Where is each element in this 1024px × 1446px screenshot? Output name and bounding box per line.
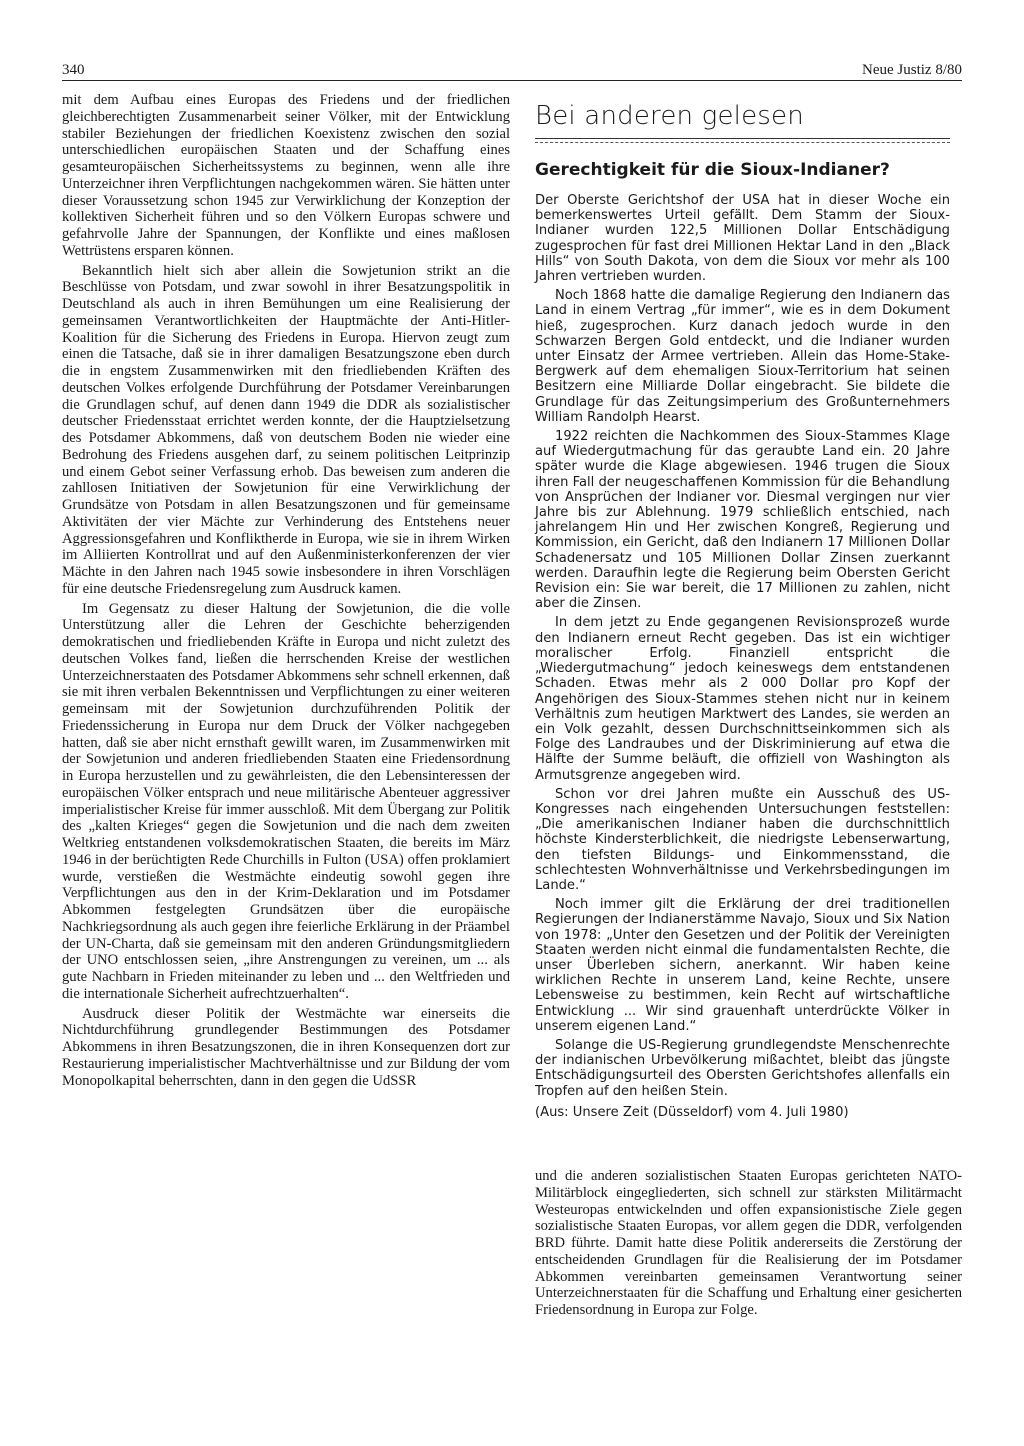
section-title: Bei anderen gelesen bbox=[535, 101, 804, 131]
sidebar-source: (Aus: Unsere Zeit (Düsseldorf) vom 4. Juli 1980) bbox=[535, 1104, 849, 1120]
sidebar-paragraph: In dem jetzt zu Ende gegangenen Revisionsprozeß wurde den Indianern erneut Recht gegeben. Das ist ein wichtiger moralischer Erfolg. Finanziell entspricht die „Wiedergutmachung“ jedoch keineswegs dem entstandenen Schaden. Etwas mehr als 2 000 Dollar pro Kopf der Angehörigen des Sioux-Stammes stehen nicht nur in keinem Verhältnis zum heutigen Marktwert des Landes, sie werden an ein Volk gezahlt, dessen Durchschnittseinkommen sich als Folge des Landraubes und der Diskriminierung auf etwa die Hälfte der Summe beläuft, die offiziell von Washington als Armutsgrenze angegeben wird. bbox=[535, 615, 950, 783]
sidebar-paragraph: Schon vor drei Jahren mußte ein Ausschuß des US-Kongresses nach eingehenden Untersuchungen feststellen: „Die amerikanischen Indianer haben die durchschnittlich höchste Kindersterblichkeit, die niedrigste Lebenserwartung, den tiefsten Bildungs- und Einkommensstand, die schlechtesten Wohnverhältnisse und Verkehrsbedingungen im Lande.“ bbox=[535, 786, 950, 893]
sidebar-paragraph: Noch immer gilt die Erklärung der drei traditionellen Regierungen der Indianerstämme Navajo, Sioux und Six Nation von 1978: „Unter den Gesetzen und der Politik der Vereinigten Staaten werden nicht einmal die fundamentalsten Rechte, die unser Überleben sichern, anerkannt. Wir haben keine wirklichen Rechte in unserem Land, keine Rechte, unsere Lebensweise zu bestimmen, kein Recht auf wirtschaftliche Entwicklung ... Wir sind grauenhaft unterdrückte Völker in unserem eigenen Land.“ bbox=[535, 897, 950, 1034]
main-article-column bbox=[62, 92, 510, 1089]
sidebar-paragraph: Der Oberste Gerichtshof der USA hat in dieser Woche ein bemerkenswertes Urteil gefällt. Dem Stamm der Sioux-Indianer wurden 122,5 Millionen Dollar Entschädigung zugesprochen für fast drei Millionen Hektar Land in den „Black Hills“ von South Dakota, von dem die Sioux vor mehr als 100 Jahren vertrieben wurden. bbox=[535, 193, 950, 285]
sidebar-box bbox=[535, 100, 950, 1120]
section-rule-dashed bbox=[535, 142, 950, 143]
sidebar-article-title: Gerechtigkeit für die Sioux-Indianer? bbox=[535, 160, 890, 180]
body-paragraph: mit dem Aufbau eines Europas des Friedens und der friedlichen gleichberechtigten Zusammenarbeit seiner Völker, mit der Entwicklung stabiler Beziehungen der friedlichen Koexistenz zwischen den sozial unterschiedlichen europäischen Staaten und der Schaffung eines gesamteuropäischen Sicherheitssystems zu beginnen, wenn alle ihre Unterzeichner ihren Verpflichtungen nachgekommen wären. Sie hätten unter dieser Voraussetzung schon 1945 zur Verwirklichung der Konzeption der kollektiven Sicherheit führen und so den Völkern Europas schwere und gefahrvolle Jahre der Spannungen, der Konflikte und eines maßlosen Wettrüstens ersparen können. bbox=[62, 92, 510, 259]
body-paragraph: und die anderen sozialistischen Staaten Europas gerichteten NATO-Militärblock eingegliederten, sich schnell zur stärksten Militärmacht Westeuropas entwickelnden und offen expansionistische Ziele gegen sozialistische Staaten Europas, vor allem gegen die DDR, verfolgenden BRD führte. Damit hatte diese Politik andererseits die Zerstörung der entscheidenden Grundlagen für die Realisierung der im Potsdamer Abkommen vereinbarten gemeinsamen Verantwortung seiner Unterzeichnerstaaten für die Schaffung und Erhaltung einer gesicherten Friedensordnung in Europa zur Folge. bbox=[535, 1168, 962, 1318]
header-rule bbox=[62, 80, 962, 81]
page-number: 340 bbox=[62, 62, 85, 78]
sidebar-paragraph: Solange die US-Regierung grundlegendste Menschenrechte der indianischen Urbevölkerung mißachtet, bleibt das jüngste Entschädigungsurteil des Obersten Gerichtshofes allenfalls ein Tropfen auf den heißen Stein. bbox=[535, 1037, 950, 1099]
body-paragraph: Bekanntlich hielt sich aber allein die Sowjetunion strikt an die Beschlüsse von Potsdam, und zwar sowohl in ihrer Besatzungspolitik in Deutschland als auch in ihren Bemühungen um eine Realisierung der gemeinsamen Verantwortlichkeiten der Hauptmächte der Anti-Hitler-Koalition für die Sicherung des Friedens in Europa. Hiervon zeugt zum einen die Tatsache, daß sie in ihrer damaligen Besatzungszone eben durch die in engstem Zusammenwirken mit den friedliebenden Kräften des deutschen Volkes erfolgende Durchführung der Potsdamer Vereinbarungen die Grundlagen schuf, auf denen dann 1949 die DDR als sozialistischer deutscher Friedensstaat errichtet werden konnte, der die Hauptzielsetzung des Potsdamer Abkommens, daß von deutschem Boden nie wieder eine Bedrohung des Friedens ausgehen darf, zu seinem politischen Leitprinzip und einem Gebot seiner Verfassung erhob. Das beweisen zum anderen die zahllosen Initiativen der Sowjetunion für eine Verwirklichung der Grundsätze von Potsdam in allen Besatzungszonen und für gemeinsame Aktivitäten der vier Mächte zur Verhinderung des Entstehens neuer Aggressionsgefahren und Konfliktherde in Europa, wie sie in ihrem Wirken im Alliierten Kontrollrat und auf den Außenministerkonferenzen der vier Mächte in den Jahren nach 1945 sowie insbesondere in ihren Vorschlägen für eine deutsche Friedensregelung zum Ausdruck kamen. bbox=[62, 262, 510, 597]
journal-issue: Neue Justiz 8/80 bbox=[862, 62, 962, 78]
body-paragraph: Ausdruck dieser Politik der Westmächte war einerseits die Nichtdurchführung grundlegender Bestimmungen des Potsdamer Abkommens in ihren Besatzungszonen, die in ihren Konsequenzen dort zur Restaurierung imperialistischer Machtverhältnisse und zur Bildung der vom Monopolkapital beherrschten, dann in den gegen die UdSSR bbox=[62, 1005, 510, 1089]
sidebar-article-body bbox=[535, 193, 950, 1120]
sidebar-paragraph: Noch 1868 hatte die damalige Regierung den Indianern das Land in einem Vertrag „für immer“, wie es in dem Dokument hieß, zugesprochen. Kurz danach jedoch wurde in den Schwarzen Bergen Gold entdeckt, und die Indianer wurden unter Einsatz der Armee vertrieben. Allein das Home-Stake-Bergwerk auf dem ehemaligen Sioux-Territorium hat seinen Besitzern eine Milliarde Dollar eingebracht. Sie bildete die Grundlage für das Zeitungsimperium des Großunternehmers William Randolph Hearst. bbox=[535, 288, 950, 425]
sidebar-paragraph: 1922 reichten die Nachkommen des Sioux-Stammes Klage auf Wiedergutmachung für das geraubte Land ein. 20 Jahre später wurde die Klage abgewiesen. 1946 trugen die Sioux ihren Fall der neugeschaffenen Kommission für die Behandlung von Ansprüchen der Indianer vor. Diesmal vergingen nur vier Jahre bis zur Ablehnung. 1979 schließlich entschied, nach jahrelangem Hin und Her zwischen Kongreß, Regierung und Kommission, ein Gericht, daß den Indianern 17 Millionen Dollar Schadenersatz und 105 Millionen Dollar Zinsen zuerkannt werden. Daraufhin legte die Regierung beim Obersten Gericht Revision ein: Sie war bereit, die 17 Millionen zu zahlen, nicht aber die Zinsen. bbox=[535, 429, 950, 612]
main-article-continuation bbox=[535, 1168, 962, 1319]
section-rule bbox=[535, 138, 950, 139]
body-paragraph: Im Gegensatz zu dieser Haltung der Sowjetunion, die die volle Unterstützung aller die Lehren der Geschichte beherzigenden demokratischen und friedliebenden Kräfte in Europa und nicht zuletzt des deutschen Volkes fand, ließen die herrschenden Kreise der westlichen Unterzeichnerstaaten des Potsdamer Abkommens sehr schnell erkennen, daß sie mit ihren verbalen Bekenntnissen und Verpflichtungen zu einer weiteren gemeinsam mit der Sowjetunion durchzuführenden Politik der Friedenssicherung in Europa nur dem Druck der Völker nachgegeben hatten, daß sie aber nicht ernsthaft gewillt waren, im Zusammenwirken mit der Sowjetunion und anderen friedliebenden Staaten eine Friedensordnung in Europa herzustellen und zu gewährleisten, die den Lebensinteressen der europäischen Völker entsprach und neue militärische Abenteuer aggressiver imperialistischer Kreise für immer ausschloß. Mit dem Übergang zur Politik des „kalten Krieges“ gegen die Sowjetunion und die nach dem zweiten Weltkrieg entstandenen volksdemokratischen Staaten, die bereits im März 1946 in der berüchtigten Rede Churchills in Fulton (USA) offen proklamiert wurde, verstießen die Westmächte eindeutig sowohl gegen ihre Verpflichtungen aus den in der Krim-Deklaration und im Potsdamer Abkommen festgelegten Grundsätzen über die europäische Nachkriegsordnung als auch gegen ihre feierliche Erklärung in der Präambel der UN-Charta, daß sie gemeinsam mit den anderen Gründungsmitgliedern der UNO entschlossen seien, „ihre Anstrengungen zu vereinen, um ... als gute Nachbarn in Frieden miteinander zu leben und ... den Weltfrieden und die internationale Sicherheit aufrechtzuerhalten“. bbox=[62, 600, 510, 1002]
